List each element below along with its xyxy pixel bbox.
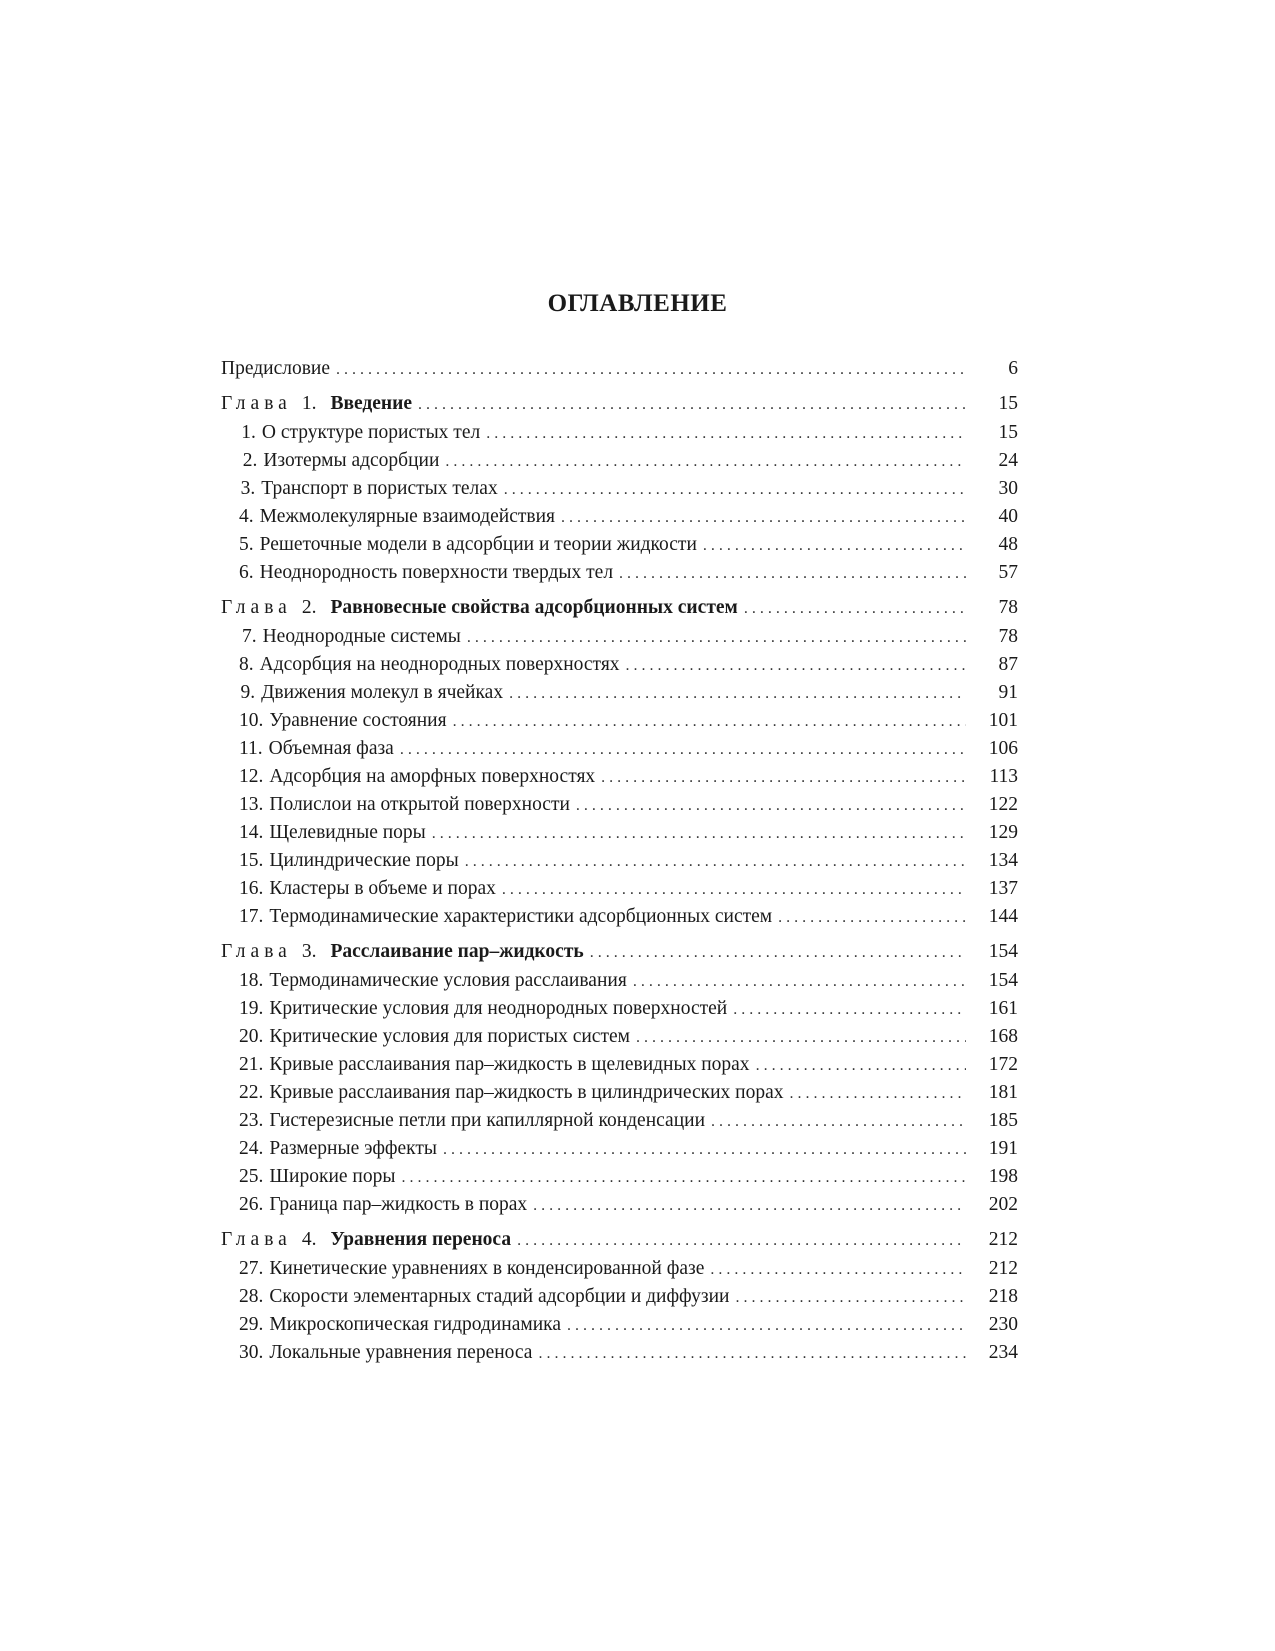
chapter-prefix: Глава [221,941,292,962]
page-number: 91 [998,682,1018,703]
section-title: Адсорбция на аморфных поверхностях [269,766,596,787]
dot-leader [703,531,966,560]
dot-leader [504,475,966,504]
page-number: 106 [988,738,1018,759]
dot-leader [590,937,966,968]
dot-leader [533,1191,966,1220]
dot-leader [509,679,966,708]
toc-section-10 [221,707,1018,735]
page-number: 234 [988,1342,1018,1363]
dot-leader [735,1283,966,1312]
section-number: 5. [239,534,254,555]
section-number: 17. [239,906,264,927]
section-title: О структуре пористых тел [261,422,481,443]
page-number: 191 [988,1138,1018,1159]
chapter-title: Равновесные свойства адсорбционных систем [330,597,738,618]
toc-section-18 [221,967,1018,995]
dot-leader [601,763,966,792]
toc-section-2 [221,447,1018,475]
section-title: Термодинамические характеристики адсорбционных систем [269,906,773,927]
dot-leader [517,1225,966,1256]
section-title: Полислои на открытой поверхности [269,794,570,815]
dot-leader [778,903,966,932]
dot-leader [710,1255,966,1284]
dot-leader [756,1051,966,1080]
toc-chapter-2 [221,593,1018,623]
section-title: Граница пар–жидкость в порах [269,1194,528,1215]
page-number: 212 [988,1229,1018,1250]
toc-section-30 [221,1339,1018,1367]
section-title: Межмолекулярные взаимодействия [259,506,555,527]
section-number: 8. [239,654,254,675]
dot-leader [486,419,966,448]
section-number: 16. [239,878,264,899]
page-number: 122 [988,794,1018,815]
section-title: Термодинамические условия расслаивания [269,970,627,991]
chapter-number: 2. [301,597,317,618]
section-title: Транспорт в пористых телах [261,478,498,499]
page-number: 24 [998,450,1018,471]
section-title: Критические условия для пористых систем [269,1026,630,1047]
toc-section-22 [221,1079,1018,1107]
section-number: 4. [239,506,254,527]
page-number: 172 [988,1054,1018,1075]
section-title: Щелевидные поры [269,822,426,843]
toc-section-26 [221,1191,1018,1219]
page-number: 48 [998,534,1018,555]
dot-leader [401,1163,966,1192]
section-title: Кластеры в объеме и порах [269,878,496,899]
section-title: Скорости элементарных стадий адсорбции и диффузии [269,1286,730,1307]
section-title: Цилиндрические поры [269,850,459,871]
toc-section-11 [221,735,1018,763]
section-title: Адсорбция на неоднородных поверхностях [259,654,620,675]
chapter-title: Расслаивание пар–жидкость [330,941,584,962]
toc-section-13 [221,791,1018,819]
page-number: 134 [988,850,1018,871]
dot-leader [432,819,966,848]
section-title: Уравнение состояния [269,710,447,731]
toc-section-1 [221,419,1018,447]
dot-leader [744,593,966,624]
section-title: Кинетические уравнениях в конденсированной фазе [269,1258,705,1279]
dot-leader [445,447,966,476]
section-number: 7. [241,626,257,647]
page-number: 137 [988,878,1018,899]
section-number: 14. [239,822,264,843]
section-title: Локальные уравнения переноса [269,1342,533,1363]
section-number: 13. [239,794,264,815]
section-number: 26. [239,1194,264,1215]
dot-leader [465,847,966,876]
toc-section-12 [221,763,1018,791]
toc-section-5 [221,531,1018,559]
section-number: 10. [239,710,264,731]
section-number: 2. [242,450,258,471]
toc-section-9 [221,679,1018,707]
chapter-title: Уравнения переноса [330,1229,512,1250]
page-number: 144 [988,906,1018,927]
page-number: 168 [988,1026,1018,1047]
section-title: Объемная фаза [268,738,394,759]
toc-chapter-4 [221,1225,1018,1255]
page-number: 198 [988,1166,1018,1187]
page-number: 15 [998,422,1018,443]
chapter-number: 1. [301,393,317,414]
table-of-contents [221,355,1018,1367]
toc-section-28 [221,1283,1018,1311]
section-number: 3. [240,478,256,499]
chapter-prefix: Глава [221,1229,292,1250]
dot-leader [790,1079,967,1108]
section-number: 19. [239,998,264,1019]
page-number: 78 [998,597,1018,618]
toc-section-4 [221,503,1018,531]
section-number: 23. [239,1110,264,1131]
section-number: 12. [239,766,264,787]
page-number: 154 [988,941,1018,962]
dot-leader [400,735,966,764]
toc-section-19 [221,995,1018,1023]
section-title: Изотермы адсорбции [263,450,440,471]
page-number: 57 [998,562,1018,583]
section-number: 22. [239,1082,264,1103]
page-number: 113 [989,766,1018,787]
section-title: Кривые расслаивания пар–жидкость в цилиндрических порах [269,1082,784,1103]
section-title: Размерные эффекты [269,1138,438,1159]
page-title: ОГЛАВЛЕНИЕ [547,290,728,317]
page-number: 6 [1008,358,1018,379]
page-number: 101 [988,710,1018,731]
toc-chapter-1 [221,389,1018,419]
toc-section-21 [221,1051,1018,1079]
section-title: Критические условия для неоднородных поверхностей [269,998,728,1019]
toc-section-29 [221,1311,1018,1339]
page-number: 78 [998,626,1018,647]
toc-section-24 [221,1135,1018,1163]
section-number: 9. [240,682,256,703]
page-number: 129 [988,822,1018,843]
chapter-prefix: Глава [221,597,292,618]
section-number: 15. [239,850,264,871]
page-number: 218 [988,1286,1018,1307]
dot-leader [567,1311,966,1340]
section-number: 24. [239,1138,264,1159]
chapter-number: 4. [301,1229,317,1250]
section-number: 18. [239,970,264,991]
toc-section-7 [221,623,1018,651]
dot-leader [711,1107,966,1136]
section-number: 20. [239,1026,264,1047]
dot-leader [453,707,966,736]
toc-section-20 [221,1023,1018,1051]
chapter-prefix: Глава [221,393,292,414]
page-number: 212 [988,1258,1018,1279]
dot-leader [576,791,966,820]
page-number: 181 [988,1082,1018,1103]
page-number: 30 [998,478,1018,499]
section-number: 6. [239,562,254,583]
page-number: 202 [988,1194,1018,1215]
page-number: 154 [988,970,1018,991]
page-number: 40 [998,506,1018,527]
chapter-list [221,389,1018,1367]
section-number: 21. [239,1054,264,1075]
toc-section-6 [221,559,1018,587]
section-number: 28. [239,1286,264,1307]
dot-leader [538,1339,966,1368]
toc-section-3 [221,475,1018,503]
page-number: 161 [988,998,1018,1019]
toc-section-17 [221,903,1018,931]
dot-leader [336,355,966,384]
dot-leader [502,875,966,904]
dot-leader [636,1023,966,1052]
dot-leader [418,389,966,420]
dot-leader [626,651,966,680]
section-title: Неоднородность поверхности твердых тел [259,562,614,583]
chapter-title: Введение [330,393,413,414]
section-title: Микроскопическая гидродинамика [269,1314,561,1335]
section-number: 29. [239,1314,264,1335]
entry-title: Предисловие [221,358,331,379]
toc-section-16 [221,875,1018,903]
toc-chapter-3 [221,937,1018,967]
section-title: Решеточные модели в адсорбции и теории жидкости [259,534,697,555]
section-number: 30. [239,1342,264,1363]
section-number: 1. [241,422,256,443]
toc-section-25 [221,1163,1018,1191]
dot-leader [633,967,966,996]
toc-section-14 [221,819,1018,847]
page-number: 87 [998,654,1018,675]
section-title: Неоднородные системы [262,626,461,647]
page-number: 15 [998,393,1018,414]
toc-section-8 [221,651,1018,679]
section-title: Кривые расслаивания пар–жидкость в щелевидных порах [269,1054,750,1075]
section-number: 27. [239,1258,264,1279]
dot-leader [467,623,966,652]
dot-leader [619,559,966,588]
dot-leader [443,1135,966,1164]
section-title: Движения молекул в ячейках [261,682,504,703]
toc-section-23 [221,1107,1018,1135]
dot-leader [733,995,966,1024]
dot-leader [561,503,966,532]
section-number: 25. [239,1166,264,1187]
page-number: 230 [988,1314,1018,1335]
chapter-number: 3. [301,941,317,962]
toc-entry-preface [221,355,1018,383]
toc-section-27 [221,1255,1018,1283]
section-number: 11. [239,738,263,759]
toc-section-15 [221,847,1018,875]
section-title: Гистерезисные петли при капиллярной конденсации [269,1110,706,1131]
page-number: 185 [988,1110,1018,1131]
section-title: Широкие поры [269,1166,396,1187]
